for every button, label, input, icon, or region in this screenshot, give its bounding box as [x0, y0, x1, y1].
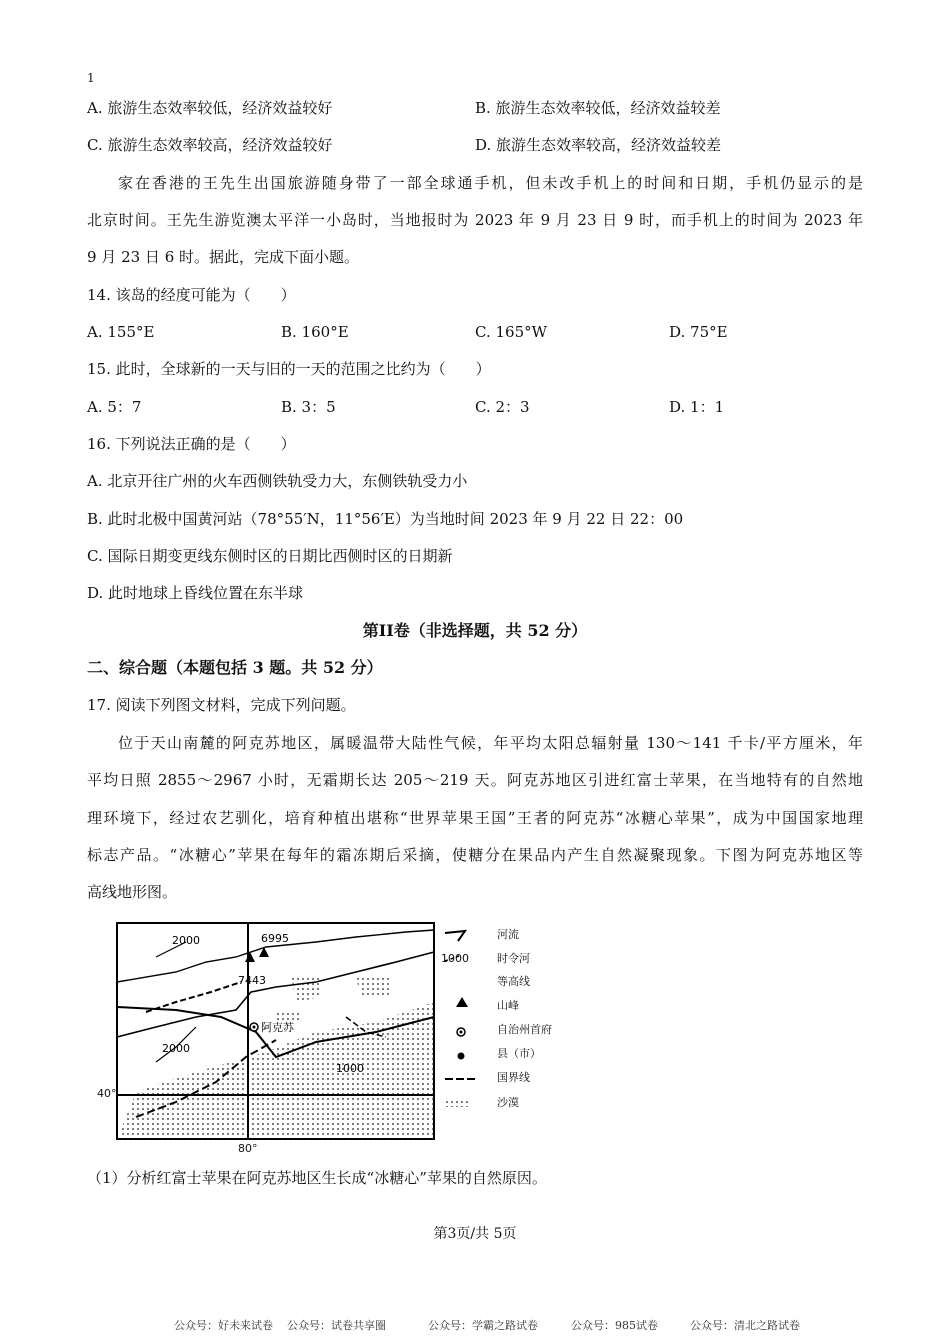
q14-option: A. 155°E — [87, 323, 155, 341]
passage2-line: 平均日照 2855～2967 小时，无霜期长达 205～219 天。阿克苏地区引进红富士苹果，在当地特有的自然地 — [87, 771, 863, 789]
q13-option-d: D. 旅游生态效率较高，经济效益较差 — [475, 136, 722, 154]
passage2-line: 标志产品。“冰糖心”苹果在每年的霜冻期后采摘，使糖分在果品内产生自然凝聚现象。下图为阿克苏地区等 — [87, 846, 863, 864]
latitude-label: 40° — [97, 1087, 117, 1100]
q15-option: C. 2：3 — [475, 398, 530, 416]
q16-stem: 16. 下列说法正确的是（ ） — [87, 435, 296, 453]
q16-option: B. 此时北极中国黄河站（78°55′N，11°56′E）为当地时间 2023 年 9 月 22 日 22：00 — [87, 510, 684, 528]
desert-area — [276, 1010, 301, 1020]
page-marker: 1 — [87, 71, 95, 85]
peak-elevation: 7443 — [238, 974, 266, 987]
q14-stem: 14. 该岛的经度可能为（ ） — [87, 286, 296, 304]
passage1-line: 9 月 23 日 6 时。据此，完成下面小题。 — [87, 248, 360, 266]
peak-elevation: 6995 — [261, 932, 289, 945]
page-footer: 第3页/共 5页 — [433, 1226, 517, 1242]
q17-stem: 17. 阅读下列图文材料，完成下列问题。 — [87, 696, 356, 714]
passage1-line: 家在香港的王先生出国旅游随身带了一部全球通手机，但未改手机上的时间和日期，手机仍显示的是 — [118, 174, 863, 192]
legend-county: 县（市） — [497, 1047, 541, 1060]
legend-river: 河流 — [497, 928, 519, 941]
desert-area — [356, 977, 391, 997]
q16-option: A. 北京开往广州的火车西侧铁轨受力大，东侧铁轨受力小 — [87, 472, 468, 490]
q14-option: B. 160°E — [281, 323, 349, 341]
legend-contour-value: 1000 — [441, 952, 469, 965]
watermark: 公众号：学霸之路试卷 — [428, 1319, 538, 1332]
passage2-line: 理环境下，经过农艺驯化，培育种植出堪称“世界苹果王国”王者的阿克苏“冰糖心苹果”，成为中国国家地理 — [87, 809, 863, 827]
q14-option: D. 75°E — [669, 323, 728, 341]
legend-peak: 山峰 — [497, 999, 519, 1012]
city-label: 阿克苏 — [261, 1021, 294, 1034]
river-icon — [445, 931, 465, 941]
q14-option: C. 165°W — [475, 323, 548, 341]
passage2-line: 位于天山南麓的阿克苏地区，属暖温带大陆性气候，年平均太阳总辐射量 130～141 千卡/平方厘米，年 — [118, 734, 863, 752]
passage1-line: 北京时间。王先生游览澳太平洋一小岛时，当地报时为 2023 年 9 月 23 日 9 时，而手机上的时间为 2023 年 — [87, 211, 863, 229]
q13-option-b: B. 旅游生态效率较低，经济效益较差 — [475, 99, 721, 117]
q13-option-c: C. 旅游生态效率较高，经济效益较好 — [87, 136, 333, 154]
q16-option: C. 国际日期变更线东侧时区的日期比西侧时区的日期新 — [87, 547, 453, 565]
watermark: 公众号：试卷共享圈 — [287, 1319, 386, 1332]
q17-subquestion-1: （1）分析红富士苹果在阿克苏地区生长成“冰糖心”苹果的自然原因。 — [87, 1169, 547, 1187]
contour-label: 2000 — [162, 1042, 190, 1055]
legend-desert: 沙漠 — [497, 1096, 519, 1109]
legend-seasonal-river: 时令河 — [497, 952, 530, 965]
legend-border: 国界线 — [497, 1071, 530, 1084]
contour-map — [116, 922, 436, 1142]
desert-icon — [445, 1099, 470, 1107]
q15-option: A. 5：7 — [87, 398, 142, 416]
longitude-label: 80° — [238, 1142, 258, 1155]
q15-option: B. 3：5 — [281, 398, 336, 416]
section-title: 第II卷（非选择题，共 52 分） — [362, 621, 588, 640]
q15-stem: 15. 此时，全球新的一天与旧的一天的范围之比约为（ ） — [87, 360, 491, 378]
watermark: 公众号：985试卷 — [571, 1319, 658, 1332]
peak-icon — [456, 997, 468, 1007]
legend-contour: 等高线 — [497, 975, 530, 988]
watermark: 公众号：好未来试卷 — [174, 1319, 273, 1332]
watermark: 公众号：清北之路试卷 — [690, 1319, 800, 1332]
legend-capital: 自治州首府 — [497, 1023, 552, 1036]
q13-option-a: A. 旅游生态效率较低，经济效益较好 — [87, 99, 333, 117]
q16-option: D. 此时地球上昏线位置在东半球 — [87, 584, 304, 602]
contour-label: 2000 — [172, 934, 200, 947]
county-icon — [458, 1053, 465, 1060]
q15-option: D. 1：1 — [669, 398, 725, 416]
part2-title: 二、综合题（本题包括 3 题。共 52 分） — [87, 658, 383, 677]
contour-label: 1000 — [336, 1062, 364, 1075]
passage2-line: 高线地形图。 — [87, 883, 178, 901]
